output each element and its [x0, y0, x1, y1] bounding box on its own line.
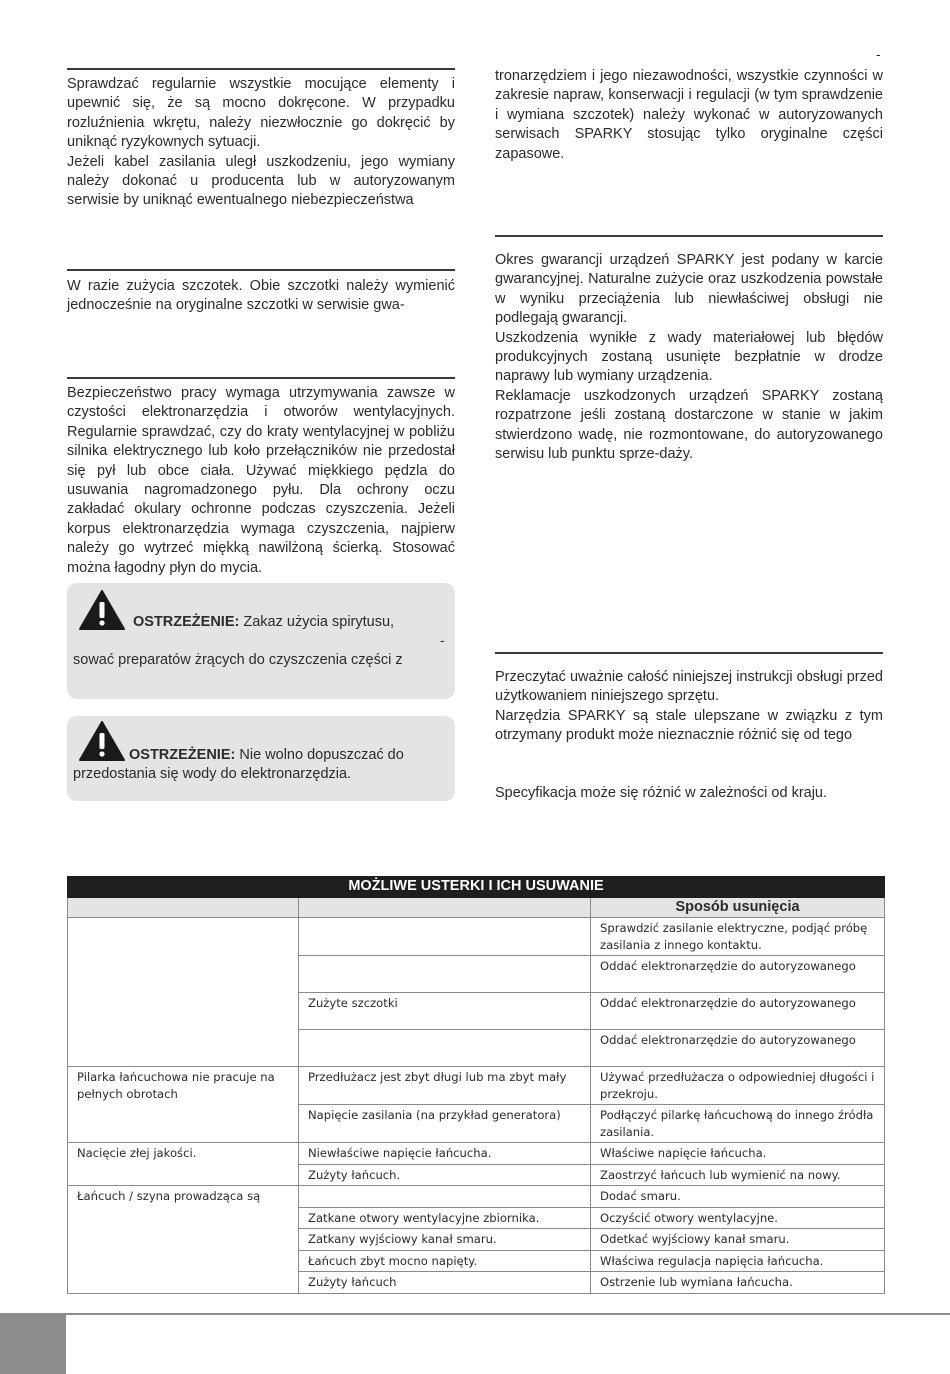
right-top-dash: -	[876, 46, 881, 62]
cause-cell	[299, 918, 591, 956]
header-fault	[68, 898, 299, 918]
cause-cell: Przedłużacz jest zbyt długi lub ma zbyt mały	[299, 1067, 591, 1105]
table-title: MOŻLIWE USTERKI I ICH USUWANIE	[68, 877, 885, 898]
warning-water-text1: Nie wolno dopuszczać do	[235, 747, 404, 763]
warning-spirit-dash: -	[440, 632, 445, 648]
cause-cell: Napięcie zasilania (na przykład generatora)	[299, 1105, 591, 1143]
warning-spirit-line1	[133, 613, 445, 632]
section-rule-cleaning	[67, 377, 455, 379]
warranty-text	[495, 251, 883, 464]
service-paragraph: tronarzędziem i jego niezawodności, wszystkie czynności w zakresie napraw, konserwacji i regulacji (w tym sprawdzenie i wymiana szczotek) należy wykonać w autoryzowanych serwisach SPARKY stosując tylko oryginalne części zapasowe.	[495, 68, 883, 162]
warning-spirit-label: OSTRZEŻENIE:	[133, 614, 240, 630]
warning-triangle-icon	[79, 721, 125, 761]
cleaning-paragraph: Bezpieczeństwo pracy wymaga utrzymywania zawsze w czystości elektronarzędzia i otworów wentylacyjnych. Regularnie sprawdzać, czy do kraty wentylacyjnej w pobliżu silnika elektrycznego lub koło przełączników nie przedostał się pył lub obce ciała. Używać miękkiego pędzla do usuwania nagromadzonego pyłu. Dla ochrony oczu zakładać okulary ochronne podczas czyszczenia. Jeżeli korpus elektronarzędzia wymaga czyszczenia, najpierw należy go wytrzeć miękką nawilżoną ścierką. Stosować można łagodny płyn do mycia.	[67, 385, 455, 576]
table-row	[68, 1186, 885, 1208]
cause-cell: Łańcuch zbyt mocno napięty.	[299, 1250, 591, 1272]
cause-cell	[299, 1186, 591, 1208]
troubleshooting-table	[67, 876, 885, 1294]
section-rule-brushes	[67, 269, 455, 271]
remedy-cell: Używać przedłużacza o odpowiedniej długości i przekroju.	[591, 1067, 885, 1105]
warning-spirit-line2: sować preparatów żrących do czyszczenia części z	[73, 652, 403, 668]
cause-cell: Zużyty łańcuch	[299, 1272, 591, 1294]
footer-rule	[0, 1313, 950, 1315]
remedy-cell: Sprawdzić zasilanie elektryczne, podjąć próbę zasilania z innego kontaktu.	[591, 918, 885, 956]
cleaning-text	[67, 384, 455, 578]
warranty-paragraph-2: Uszkodzenia wynikłe z wady materiałowej lub błędów produkcyjnych zostaną usunięte bezpłatnie w drodze naprawy lub wymiany urządzenia.	[495, 329, 883, 385]
maintenance-paragraph-1: Sprawdzać regularnie wszystkie mocujące elementy i upewnić się, że są mocno dokręcone. W przypadku rozluźnienia wkrętu, należy niezwłocznie go dokręcić by uniknąć ryzykownych sytuacji.	[67, 76, 455, 151]
remedy-cell: Właściwe napięcie łańcucha.	[591, 1143, 885, 1165]
header-cause	[299, 898, 591, 918]
remedy-cell: Właściwa regulacja napięcia łańcucha.	[591, 1250, 885, 1272]
cause-cell: Zatkany wyjściowy kanał smaru.	[299, 1229, 591, 1251]
remedy-cell: Oddać elektronarzędzie do autoryzowanego	[591, 993, 885, 1030]
cause-cell: Niewłaściwe napięcie łańcucha.	[299, 1143, 591, 1165]
warning-water-line1	[129, 746, 444, 765]
warning-triangle-icon	[79, 590, 125, 630]
fault-cell: Pilarka łańcuchowa nie pracuje na pełnych obrotach	[68, 1067, 299, 1143]
table-header-row	[68, 898, 885, 918]
maintenance-text	[67, 75, 455, 211]
remedy-cell: Oddać elektronarzędzie do autoryzowanego	[591, 1030, 885, 1067]
warning-spirit-text1: Zakaz użycia spirytusu,	[239, 614, 395, 630]
notes-paragraph-1: Przeczytać uważnie całość niniejszej instrukcji obsługi przed użytkowaniem niniejszego sprzętu.	[495, 669, 883, 705]
remedy-cell: Podłączyć pilarkę łańcuchową do innego źródła zasilania.	[591, 1105, 885, 1143]
maintenance-paragraph-2: Jeżeli kabel zasilania uległ uszkodzeniu, jego wymiany należy dokonać u producenta lub w autoryzowanym serwisie by uniknąć ewentualnego niebezpieczeństwa	[67, 153, 455, 209]
brushes-paragraph: W razie zużycia szczotek. Obie szczotki należy wymienić jednocześnie na oryginalne szczotki w serwisie gwa-	[67, 278, 455, 314]
table-row	[68, 1067, 885, 1105]
cause-cell: Zużyty łańcuch.	[299, 1164, 591, 1186]
table-row	[68, 1143, 885, 1165]
table-title-row	[68, 877, 885, 898]
page-number-block	[0, 1314, 66, 1374]
remedy-cell: Ostrzenie lub wymiana łańcucha.	[591, 1272, 885, 1294]
remedy-cell: Odetkać wyjściowy kanał smaru.	[591, 1229, 885, 1251]
remedy-cell: Oczyścić otwory wentylacyjne.	[591, 1207, 885, 1229]
cause-cell: Zużyte szczotki	[299, 993, 591, 1030]
warning-water-label: OSTRZEŻENIE:	[129, 747, 236, 763]
spec-text	[495, 784, 883, 803]
brushes-text	[67, 277, 455, 316]
notes-text	[495, 668, 883, 746]
warranty-paragraph-3: Reklamacje uszkodzonych urządzeń SPARKY zostaną rozpatrzone jeśli zostaną dostarczone w stanie w jakim stwierdzono wadę, nie rozmontowane, do autoryzowanego serwisu lub punktu sprze-daży.	[495, 387, 883, 463]
header-remedy: Sposób usunięcia	[591, 898, 885, 918]
warning-box-water	[67, 716, 455, 801]
cause-cell	[299, 956, 591, 993]
warning-box-spirit	[67, 583, 455, 699]
cause-cell	[299, 1030, 591, 1067]
fault-cell: Łańcuch / szyna prowadząca są	[68, 1186, 299, 1294]
table-row	[68, 918, 885, 956]
spec-paragraph: Specyfikacja może się różnić w zależności od kraju.	[495, 785, 828, 801]
section-rule-maintenance	[67, 68, 455, 70]
cause-cell: Zatkane otwory wentylacyjne zbiornika.	[299, 1207, 591, 1229]
remedy-cell: Dodać smaru.	[591, 1186, 885, 1208]
section-rule-warranty	[495, 235, 883, 237]
notes-paragraph-2: Narzędzia SPARKY są stale ulepszane w związku z tym otrzymany produkt może nieznacznie różnić się od tego	[495, 707, 883, 744]
fault-cell: Nacięcie złej jakości.	[68, 1143, 299, 1186]
remedy-cell: Oddać elektronarzędzie do autoryzowanego	[591, 956, 885, 993]
warranty-paragraph-1: Okres gwarancji urządzeń SPARKY jest podany w karcie gwarancyjnej. Naturalne zużycie oraz uszkodzenia powstałe w wyniku przeciążenia lub niewłaściwej obsługi nie podlegają gwarancji.	[495, 252, 883, 327]
section-rule-notes	[495, 652, 883, 654]
warning-water-line2: przedostania się wody do elektronarzędzia.	[73, 766, 352, 782]
remedy-cell: Zaostrzyć łańcuch lub wymienić na nowy.	[591, 1164, 885, 1186]
service-text	[495, 67, 883, 164]
fault-cell	[68, 918, 299, 1067]
